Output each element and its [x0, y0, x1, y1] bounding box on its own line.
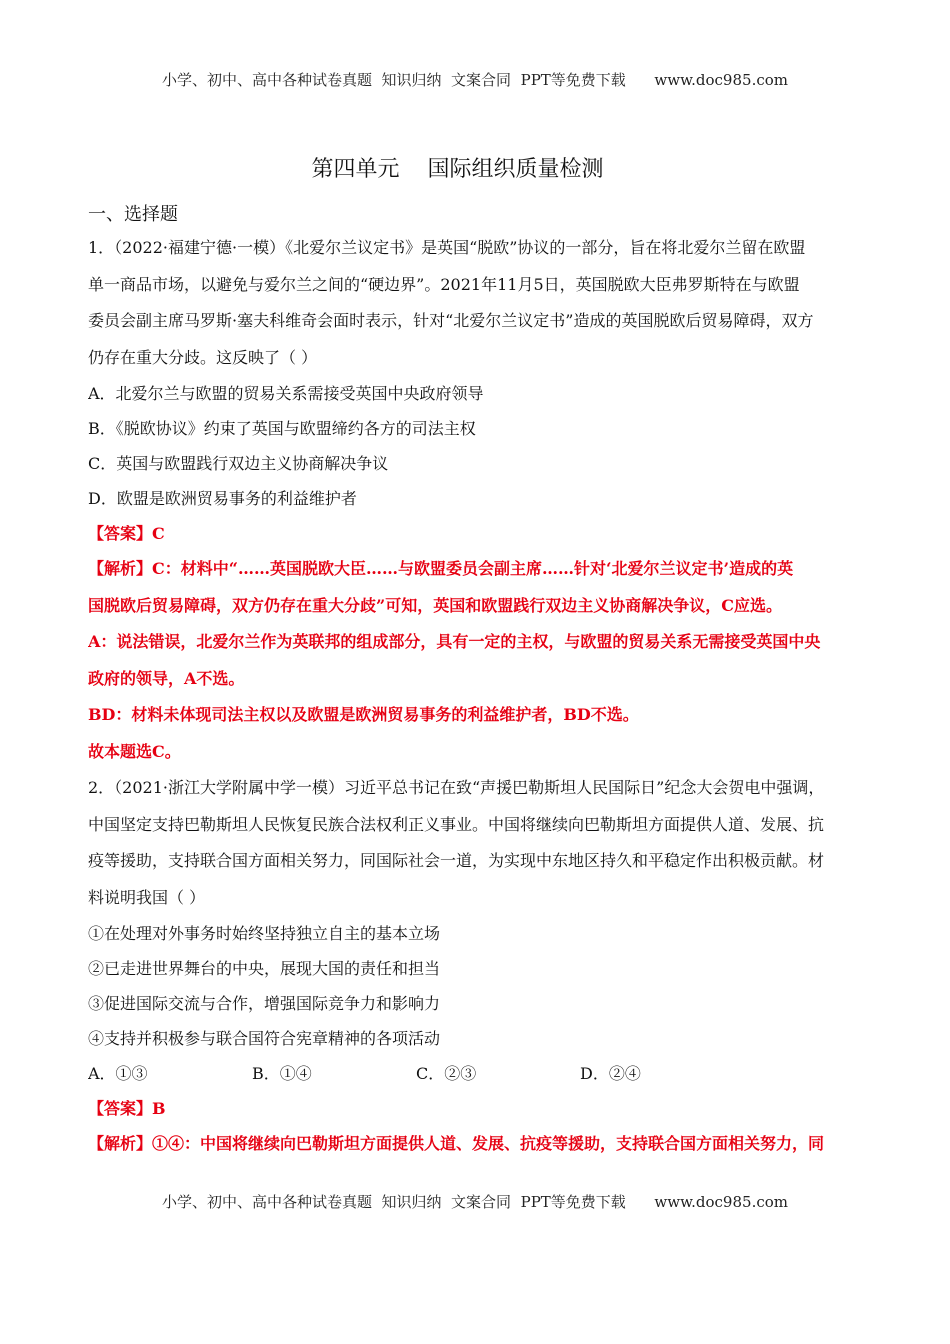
q2-option-a: A．①③ — [88, 1064, 148, 1083]
q2-stem-line: 2．（2021·浙江大学附属中学一模）习近平总书记在致“声援巴勒斯坦人民国际日”纪念大会贺电中强调， — [88, 778, 825, 797]
q2-statement-1: ①在处理对外事务时始终坚持独立自主的基本立场 — [88, 924, 441, 943]
q1-stem-line: 单一商品市场，以避免与爱尔兰之间的“硬边界”。2021年11月5日，英国脱欧大臣弗罗斯特在与欧盟 — [88, 274, 800, 294]
q2-analysis-line: 【解析】①④：中国将继续向巴勒斯坦方面提供人道、发展、抗疫等援助，支持联合国方面相关努力，同 — [88, 1134, 825, 1153]
page-footer: 小学、初中、高中各种试卷真题 知识归纳 文案合同 PPT等免费下载 www.doc985.com — [161, 1193, 788, 1211]
q2-stem-line: 中国坚定支持巴勒斯坦人民恢复民族合法权利正义事业。中国将继续向巴勒斯坦方面提供人道、发展、抗 — [88, 814, 825, 834]
q1-stem-line: 1．（2022·福建宁德·一模）《北爱尔兰议定书》是英国“脱欧”协议的一部分，旨在将北爱尔兰留在欧盟 — [88, 238, 806, 257]
q2-option-b: B．①④ — [252, 1064, 312, 1083]
q1-analysis-line: 【解析】C：材料中“……英国脱欧大臣……与欧盟委员会副主席……针对‘北爱尔兰议定书’造成的英 — [88, 559, 794, 578]
q2-stem-line: 料说明我国（ ） — [88, 887, 206, 907]
q1-option-b: B．《脱欧协议》约束了英国与欧盟缔约各方的司法主权 — [88, 419, 476, 438]
page-header: 小学、初中、高中各种试卷真题 知识归纳 文案合同 PPT等免费下载 www.doc985.com — [161, 71, 788, 89]
q2-stem-line: 疫等援助，支持联合国方面相关努力，同国际社会一道，为实现中东地区持久和平稳定作出积极贡献。材 — [88, 851, 825, 870]
q1-analysis-line: A：说法错误，北爱尔兰作为英联邦的组成部分，具有一定的主权，与欧盟的贸易关系无需接受英国中央 — [88, 632, 821, 651]
q1-analysis-line: BD：材料未体现司法主权以及欧盟是欧洲贸易事务的利益维护者，BD不选。 — [88, 705, 639, 724]
q1-stem-line: 委员会副主席马罗斯·塞夫科维奇会面时表示，针对“北爱尔兰议定书”造成的英国脱欧后贸易障碍，双方 — [88, 311, 814, 330]
q2-statement-2: ②已走进世界舞台的中央，展现大国的责任和担当 — [88, 959, 441, 978]
q1-option-a: A．北爱尔兰与欧盟的贸易关系需接受英国中央政府领导 — [88, 384, 484, 403]
section-heading: 一、选择题 — [88, 204, 178, 225]
q1-analysis-line: 故本题选C。 — [88, 741, 181, 761]
q1-stem-line: 仍存在重大分歧。这反映了（ ） — [88, 347, 318, 367]
q1-analysis-line: 国脱欧后贸易障碍，双方仍存在重大分歧”可知，英国和欧盟践行双边主义协商解决争议，C应选。 — [88, 595, 782, 615]
document-body — [88, 200, 863, 1163]
q2-option-c: C．②③ — [416, 1064, 477, 1083]
q2-statement-3: ③促进国际交流与合作，增强国际竞争力和影响力 — [88, 994, 441, 1013]
q1-option-d: D．欧盟是欧洲贸易事务的利益维护者 — [88, 489, 357, 508]
page-title: 第四单元 国际组织质量检测 — [311, 157, 604, 182]
q1-analysis-line: 政府的领导，A不选。 — [88, 668, 245, 688]
q1-option-c: C．英国与欧盟践行双边主义协商解决争议 — [88, 454, 389, 473]
q2-statement-4: ④支持并积极参与联合国符合宪章精神的各项活动 — [88, 1029, 441, 1048]
q2-answer: 【答案】B — [88, 1099, 166, 1118]
q2-options — [88, 1056, 863, 1091]
question-1 — [88, 230, 863, 770]
question-2 — [88, 770, 863, 1163]
q1-answer: 【答案】C — [88, 524, 165, 543]
q2-option-d: D．②④ — [580, 1064, 641, 1083]
